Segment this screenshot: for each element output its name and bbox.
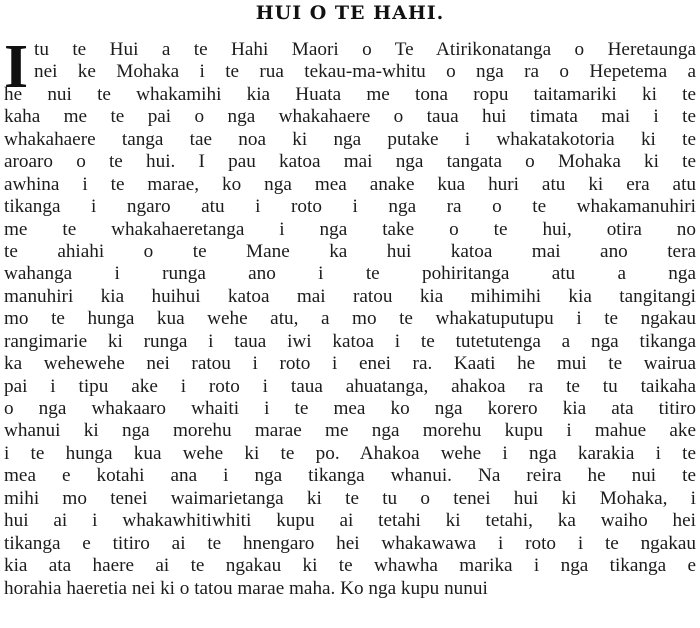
article-line: mihi mo tenei waimarietanga ki te tu o tenei hui ki Mohaka, i <box>4 487 696 509</box>
article-line: o nga whakaaro whaiti i te mea ko nga korero kia ata titiro <box>4 398 696 419</box>
article-line: whakahaere tanga tae noa ki nga putake i whakatakotoria ki te <box>4 128 696 150</box>
article-line: awhina i te marae, ko nga mea anake kua huri atu ki era atu <box>4 173 696 195</box>
article-line: i te hunga kua wehe ki te po. Ahakoa wehe i nga karakia i te <box>4 442 696 464</box>
article-line: ka wehewehe nei ratou i roto i enei ra. Kaati he mui te wairua <box>4 353 696 375</box>
article-line: pai i tipu ake i roto i taua ahuatanga, ahakoa ra te tu taikaha <box>4 375 696 397</box>
article-line: mo te hunga kua wehe atu, a mo te whakatuputupu i te ngakau <box>4 308 696 330</box>
article-line: aroaro o te hui. I pau katoa mai nga tangata o Mohaka ki te <box>4 151 696 173</box>
article-line: he nui te whakamihi kia Huata me tona ropu taitamariki ki te <box>4 83 696 105</box>
article-line: rangimarie ki runga i taua iwi katoa i te tutetutenga a nga tikanga <box>4 330 696 352</box>
article-line: kia ata haere ai te ngakau ki te whawha marika i nga tikanga e <box>4 555 696 577</box>
article-line: tikanga e titiro ai te hnengaro hei whakawawa i roto i te ngakau <box>4 532 696 554</box>
article-headline: HUI O TE HAHI. <box>255 2 445 24</box>
article-line: me te whakahaeretanga i nga take o te hui, otira no <box>4 218 696 240</box>
article-line: te ahiahi o te Mane ka hui katoa mai ano tera <box>4 240 696 262</box>
article-line: kaha me te pai o nga whakahaere o taua hui timata mai i te <box>4 106 696 128</box>
article-line: tu te Hui a te Hahi Maori o Te Atirikonatanga o Heretaunga <box>34 39 696 60</box>
article-line: hui ai i whakawhitiwhiti kupu ai tetahi ki tetahi, ka waiho hei <box>4 510 696 532</box>
article-body <box>4 33 696 600</box>
article-line: nei ke Mohaka i te rua tekau-ma-whitu o nga ra o Hepetema a <box>34 61 696 83</box>
drop-cap-letter: I <box>4 33 29 101</box>
article-line: mea e kotahi ana i nga tikanga whanui. Na reira he nui te <box>4 465 696 487</box>
article-line: wahanga i runga ano i te pohiritanga atu a nga <box>4 263 696 285</box>
article-line: manuhiri kia huihui katoa mai ratou kia mihimihi kia tangitangi <box>4 285 696 307</box>
article-line: whanui ki nga morehu marae me nga morehu kupu i mahue ake <box>4 420 696 442</box>
article-line: horahia haeretia nei ki o tatou marae maha. Ko nga kupu nunui <box>4 577 488 599</box>
article-line: tikanga i ngaro atu i roto i nga ra o te whakamanuhiri <box>4 196 696 218</box>
